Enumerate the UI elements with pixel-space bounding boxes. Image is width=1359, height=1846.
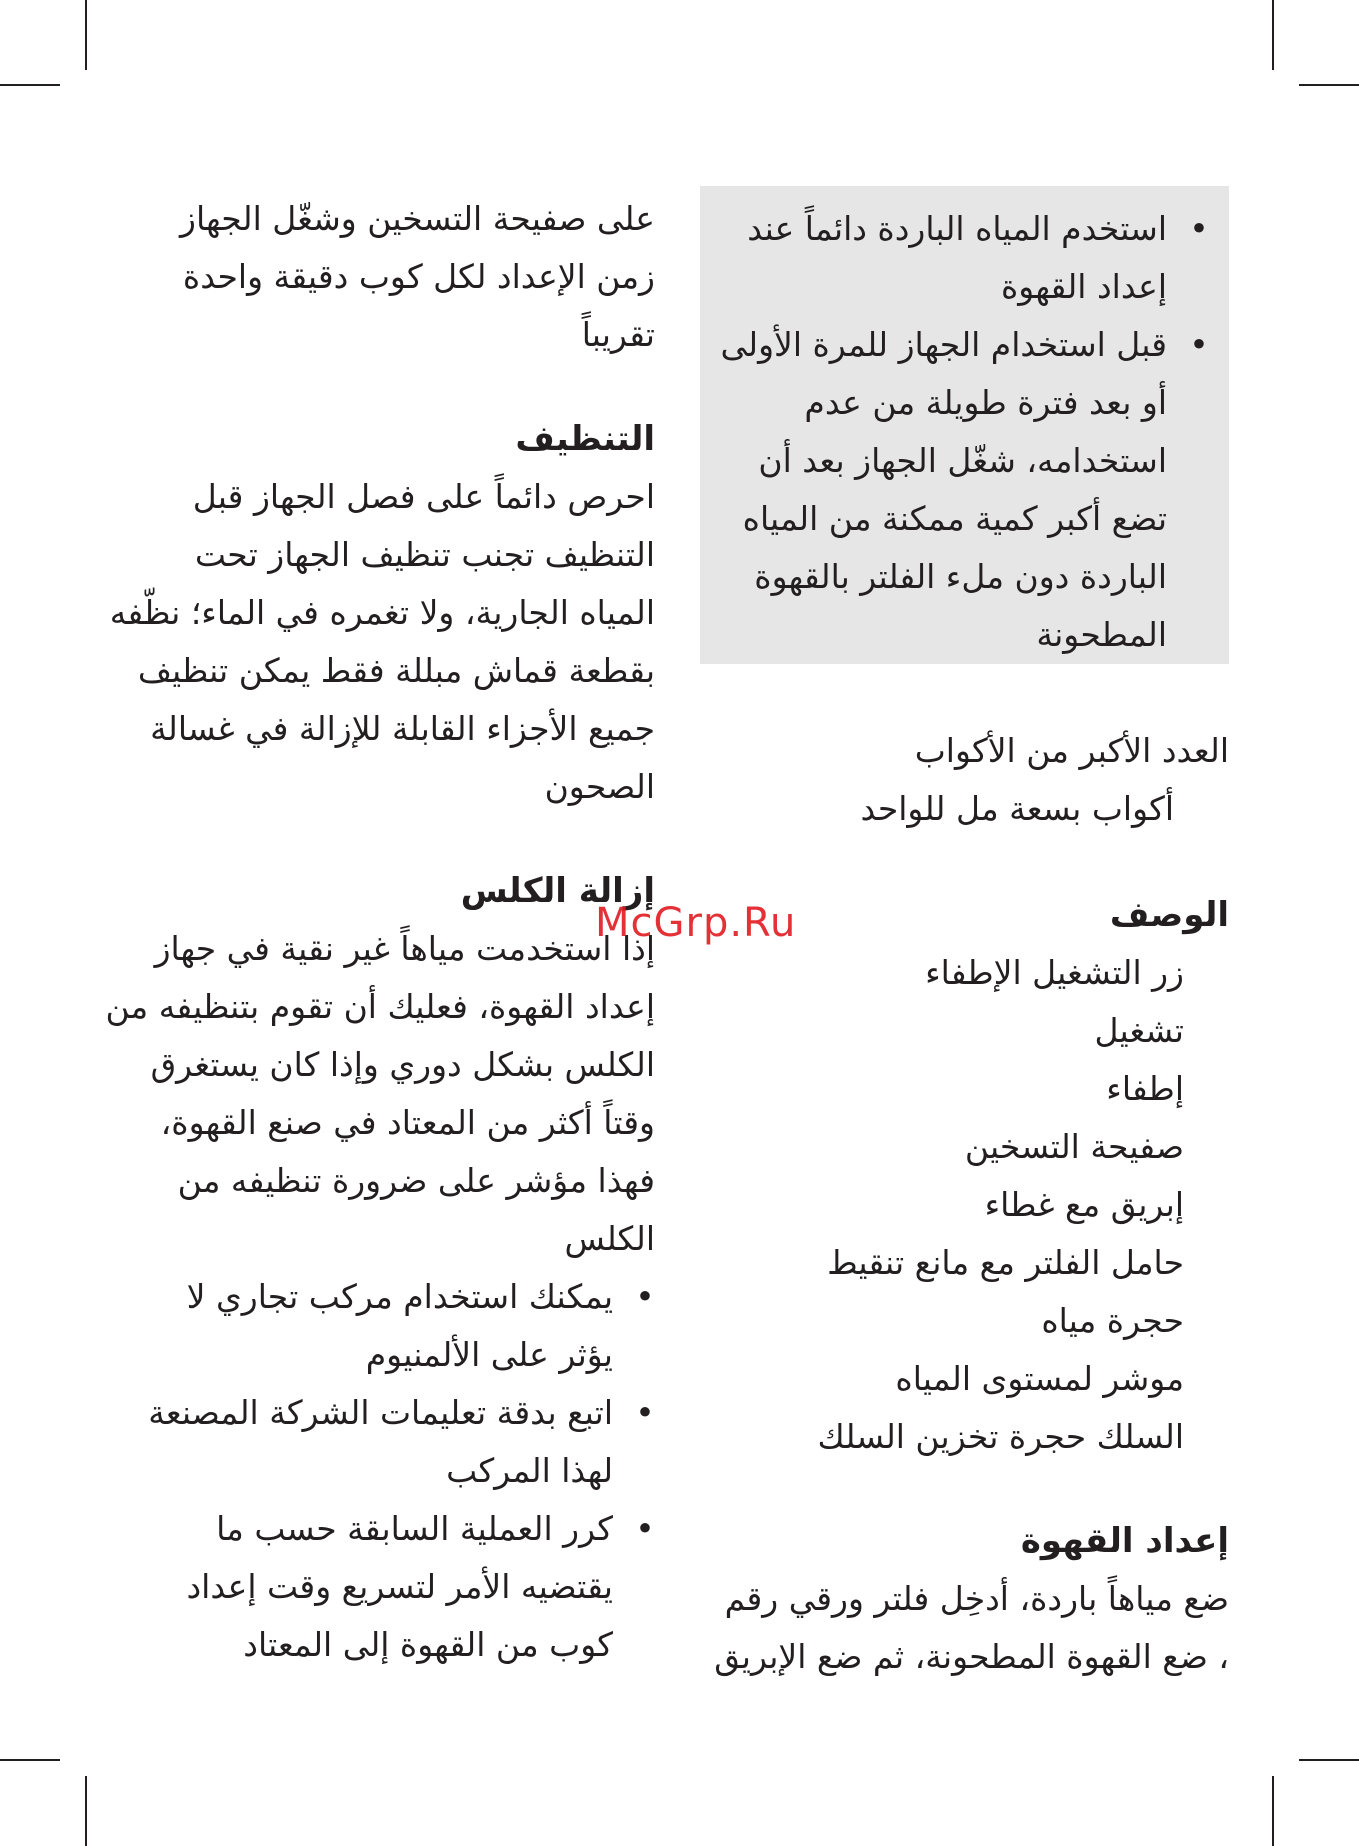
text-line: تقريباً: [581, 315, 655, 354]
notice-bullet-1: [689, 200, 1209, 316]
text-line: كوب من القهوة إلى المعتاد: [243, 1625, 613, 1664]
bullet-icon: •: [635, 1277, 655, 1316]
text-line: أو بعد فترة طويلة من عدم: [804, 383, 1167, 422]
text-line: ، ضع القهوة المطحونة، ثم ضع الإبريق: [714, 1637, 1229, 1676]
text-line: يؤثر على الألمنيوم: [365, 1335, 613, 1374]
text-line: يمكنك استخدام مركب تجاري لا: [186, 1277, 613, 1316]
watermark: McGrp.Ru: [595, 900, 797, 946]
text-line: وقتاً أكثر من المعتاد في صنع القهوة،: [160, 1103, 655, 1142]
crop-mark: [1299, 1759, 1359, 1761]
descaling-bullet-2: [130, 1384, 655, 1500]
text-line: المطحونة: [1036, 615, 1167, 654]
preparation-heading: إعداد القهوة: [1020, 1521, 1229, 1561]
text-line: استخدم المياه الباردة دائماً عند: [747, 209, 1167, 248]
notice-bullet-2: [689, 316, 1209, 664]
text-line: ضع مياهاً باردة، أدخِل فلتر ورقي رقم: [724, 1579, 1229, 1618]
text-line: الكلس: [564, 1219, 655, 1258]
list-item: موشر لمستوى المياه: [895, 1359, 1184, 1398]
left-column: [105, 190, 655, 1674]
parts-list: [689, 944, 1229, 1466]
crop-mark: [1299, 84, 1359, 86]
descaling-bullet-1: [130, 1268, 655, 1384]
descaling-bullets: [130, 1268, 655, 1674]
list-item: السلك حجرة تخزين السلك: [817, 1417, 1184, 1456]
list-item: صفيحة التسخين: [964, 1127, 1184, 1166]
descaling-heading: إزالة الكلس: [460, 871, 655, 911]
text-line: بقطعة قماش مبللة فقط يمكن تنظيف: [137, 651, 655, 690]
crop-mark: [1272, 1776, 1274, 1846]
list-item: حجرة مياه: [1041, 1301, 1184, 1340]
crop-mark: [1272, 0, 1274, 70]
text-line: العدد الأكبر من الأكواب: [914, 731, 1229, 770]
text-line: الكلس بشكل دوري وإذا كان يستغرق: [150, 1045, 655, 1084]
bullet-icon: •: [1189, 325, 1209, 364]
crop-mark: [85, 0, 87, 70]
notice-bullets: [689, 200, 1229, 664]
text-line: الصحون: [544, 767, 655, 806]
text-line: احرص دائماً على فصل الجهاز قبل: [192, 477, 655, 516]
text-line: إذا استخدمت مياهاً غير نقية في جهاز: [154, 929, 655, 968]
text-line: زمن الإعداد لكل كوب دقيقة واحدة: [182, 257, 655, 296]
continuation-section: [130, 190, 655, 364]
description-heading: الوصف: [1109, 895, 1229, 935]
list-item: إبريق مع غطاء: [984, 1185, 1184, 1224]
list-item: زر التشغيل الإطفاء: [925, 953, 1184, 992]
preparation-section: [689, 1512, 1229, 1686]
text-line: المياه الجارية، ولا تغمره في الماء؛ نظّفه: [109, 593, 655, 632]
text-line: التنظيف تجنب تنظيف الجهاز تحت: [194, 535, 655, 574]
text-line: فهذا مؤشر على ضرورة تنظيفه من: [177, 1161, 655, 1200]
bullet-icon: •: [1189, 209, 1209, 248]
text-line: الباردة دون ملء الفلتر بالقهوة: [754, 557, 1167, 596]
description-section: [689, 886, 1229, 1466]
text-line: تضع أكبر كمية ممكنة من المياه: [742, 499, 1167, 538]
capacity-section: [689, 722, 1229, 838]
text-line: قبل استخدام الجهاز للمرة الأولى: [720, 325, 1167, 364]
bullet-icon: •: [635, 1509, 655, 1548]
cleaning-section: [109, 410, 655, 816]
text-line: استخدامه، شغّل الجهاز بعد أن: [758, 441, 1167, 480]
text-line: على صفيحة التسخين وشغّل الجهاز: [180, 199, 655, 238]
text-line: اتبع بدقة تعليمات الشركة المصنعة: [148, 1393, 613, 1432]
text-line: يقتضيه الأمر لتسريع وقت إعداد: [186, 1567, 613, 1606]
text-line: أكواب بسعة مل للواحد: [860, 789, 1174, 828]
bullet-icon: •: [635, 1393, 655, 1432]
text-line: كرر العملية السابقة حسب ما: [216, 1509, 613, 1548]
crop-mark: [85, 1776, 87, 1846]
list-item: تشغيل: [1094, 1011, 1184, 1050]
crop-mark: [0, 84, 60, 86]
text-line: لهذا المركب: [446, 1451, 613, 1490]
text-line: إعداد القهوة: [1001, 267, 1167, 306]
text-line: إعداد القهوة، فعليك أن تقوم بتنظيفه من: [105, 987, 655, 1026]
list-item: حامل الفلتر مع مانع تنقيط: [827, 1243, 1184, 1282]
text-line: جميع الأجزاء القابلة للإزالة في غسالة: [150, 709, 655, 748]
descaling-bullet-3: [130, 1500, 655, 1674]
descaling-section: [105, 862, 655, 1674]
crop-mark: [0, 1759, 60, 1761]
cleaning-heading: التنظيف: [515, 419, 655, 459]
list-item: إطفاء: [1106, 1069, 1184, 1108]
